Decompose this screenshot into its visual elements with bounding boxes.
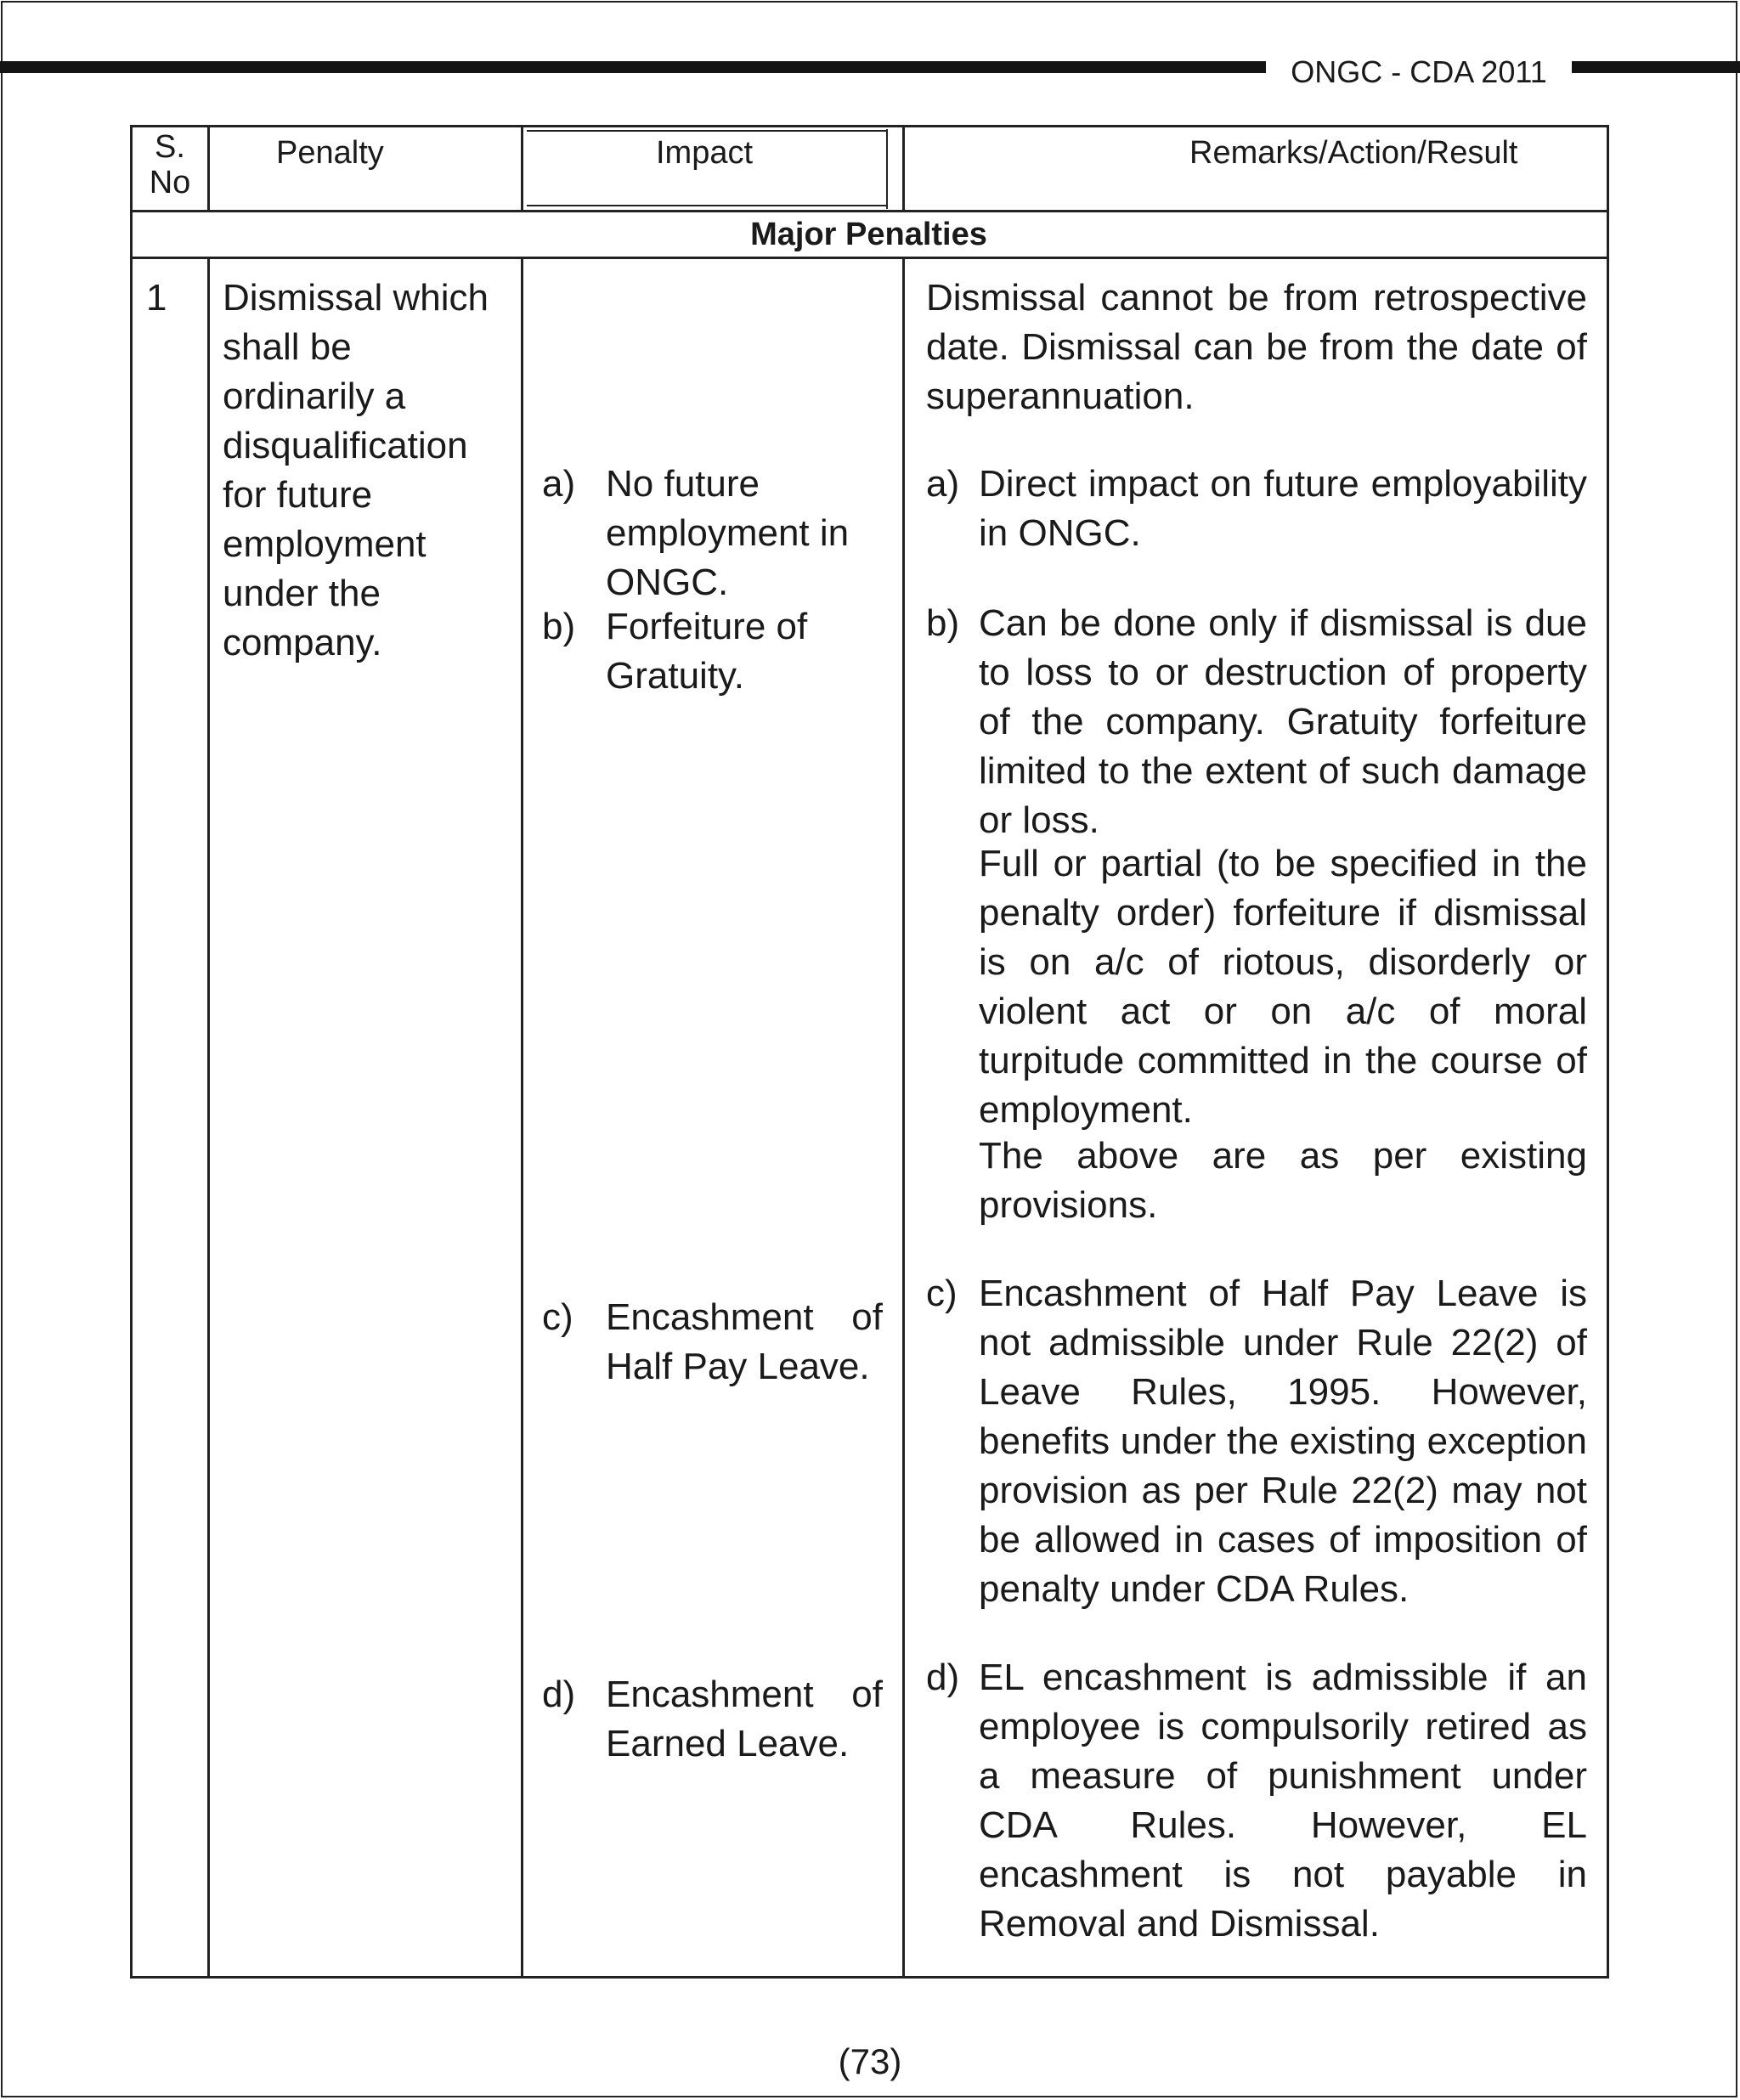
impact-header-inner-bottom (527, 205, 888, 206)
table-top-border (130, 125, 1609, 127)
remark-label-d: d) (926, 1657, 960, 1698)
col-divider-2-header (521, 125, 523, 212)
section-bottom-border (130, 257, 1609, 259)
col-divider-4-header (902, 125, 905, 212)
header-penalty: Penalty (276, 135, 384, 171)
impact-c: Encashment of Half Pay Leave. (606, 1296, 883, 1387)
impact-label-b: b) (542, 606, 576, 647)
header-bottom-border (130, 210, 1609, 212)
table-right-border (1607, 125, 1609, 1979)
remark-label-a: a) (926, 463, 960, 505)
impact-label-d: d) (542, 1674, 576, 1715)
header-impact: Impact (656, 135, 754, 171)
document-title: ONGC - CDA 2011 (1266, 51, 1572, 93)
impact-a: No future employment in ONGC. (606, 463, 850, 603)
header-sno: S. No (149, 129, 191, 200)
col-divider-1-header (207, 125, 210, 212)
impact-d: Encashment of Earned Leave. (606, 1674, 883, 1764)
remark-label-c: c) (926, 1273, 958, 1314)
remarks-intro-text: Dismissal cannot be from retrospective date. Dismissal can be from the date of superannuation. (926, 277, 1587, 417)
remark-b: Can be done only if dismissal is due to loss to or destruction of property of the company. Gratuity forfeiture limited to the extent of such damage or loss. (979, 602, 1587, 841)
remark-c: Encashment of Half Pay Leave is not admissible under Rule 22(2) of Leave Rules, 1995. However, benefits under the existing exception provision as per Rule 22(2) may not be allowed in cases of imposition of penalty under CDA Rules. (979, 1273, 1587, 1610)
impact-label-a: a) (542, 463, 576, 505)
impact-label-c: c) (542, 1296, 573, 1338)
table-bottom-border (130, 1976, 1609, 1979)
remark-d: EL encashment is admissible if an employee is compulsorily retired as a measure of punishment under CDA Rules. However, EL encashment is not payable in Removal and Dismissal. (979, 1657, 1587, 1945)
remarks-intro (926, 274, 1587, 421)
header-remarks: Remarks/Action/Result (1189, 135, 1518, 171)
table-left-border (130, 125, 133, 1979)
row-sno: 1 (146, 277, 167, 319)
row-penalty: Dismissal which shall be ordinarily a disqualification for future employment under the company. (223, 277, 489, 663)
section-heading: Major Penalties (750, 217, 987, 252)
col-divider-1 (207, 257, 210, 1978)
remark-b-part2: Full or partial (to be specified in the penalty order) forfeiture if dismissal is on a/c of riotous, disorderly or violent act or on a/c of moral turpitude committed in the course of employment. (979, 843, 1587, 1131)
impact-b: Forfeiture of Gratuity. (606, 606, 808, 697)
remark-label-b: b) (926, 602, 960, 644)
col-divider-3-header (886, 129, 888, 209)
remark-b-part3: The above are as per existing provisions. (979, 1135, 1587, 1226)
col-divider-3 (902, 257, 905, 1978)
page-number: (73) (838, 2041, 902, 2081)
col-divider-2 (521, 257, 523, 1978)
impact-header-inner-top (527, 130, 888, 132)
remark-a: Direct impact on future employability in ONGC. (979, 463, 1587, 554)
